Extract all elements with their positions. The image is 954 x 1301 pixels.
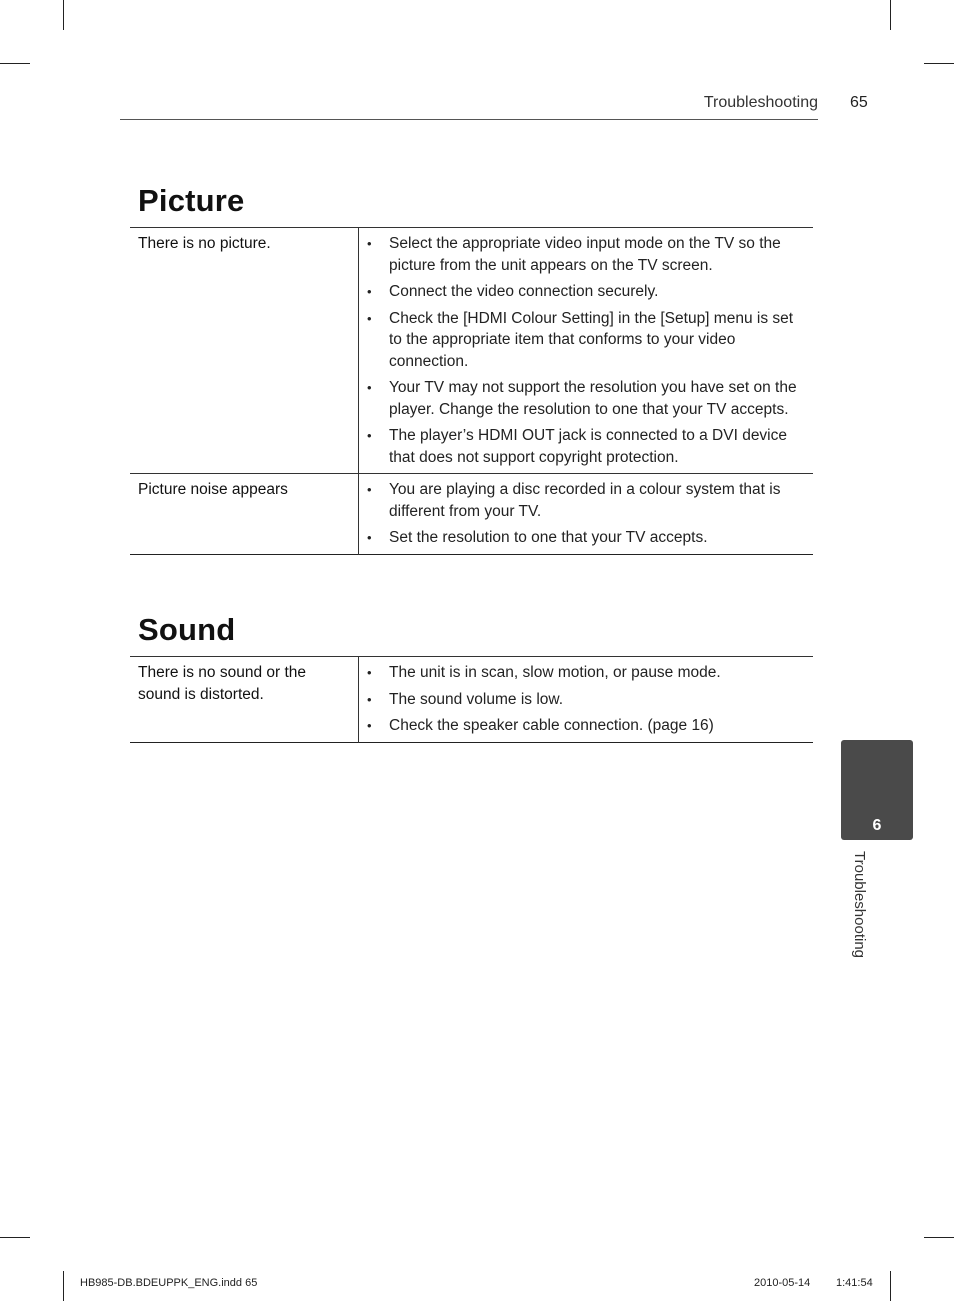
bullet: • xyxy=(367,530,372,545)
list-item xyxy=(367,377,805,420)
solution-text: Set the resolution to one that your TV accepts. xyxy=(389,529,708,546)
problem-cell: There is no picture. xyxy=(130,228,359,474)
chapter-tab xyxy=(841,740,913,840)
page-number: 65 xyxy=(850,94,868,111)
crop-mark xyxy=(0,63,30,64)
bullet: • xyxy=(367,482,372,497)
header-section-title: Troubleshooting xyxy=(703,94,818,111)
slug-date: 2010-05-14 xyxy=(754,1277,811,1289)
solutions-list xyxy=(367,479,805,549)
bullet: • xyxy=(367,691,372,707)
bullet: • xyxy=(367,428,372,443)
running-header xyxy=(120,94,818,120)
sound-heading: Sound xyxy=(138,612,236,647)
list-item xyxy=(367,715,805,737)
list-item xyxy=(367,233,805,276)
solution-text: The sound volume is low. xyxy=(389,690,564,708)
solution-text: You are playing a disc recorded in a colour system that is different from your TV. xyxy=(389,481,781,520)
solutions-list xyxy=(367,662,805,737)
problem-cell: There is no sound or the sound is distorted. xyxy=(130,657,359,743)
slug-filename: HB985-DB.BDEUPPK_ENG.indd 65 xyxy=(80,1277,258,1289)
crop-mark xyxy=(890,1271,891,1301)
list-item xyxy=(367,281,805,303)
solutions-list xyxy=(367,233,805,468)
table-row xyxy=(130,228,813,474)
table-row xyxy=(130,657,813,743)
crop-mark xyxy=(890,0,891,30)
crop-mark xyxy=(924,1237,954,1238)
solution-text: The player’s HDMI OUT jack is connected to a DVI device that does not support copyright protection. xyxy=(389,427,787,466)
solution-text: Check the [HDMI Colour Setting] in the [Setup] menu is set to the appropriate item that conforms to your video connection. xyxy=(389,309,794,370)
solutions-cell xyxy=(359,657,814,743)
crop-mark xyxy=(63,0,64,30)
crop-mark xyxy=(924,63,954,64)
bullet: • xyxy=(367,310,372,326)
list-item xyxy=(367,527,805,549)
chapter-label: Troubleshooting xyxy=(851,851,868,959)
picture-table xyxy=(130,227,813,555)
picture-heading: Picture xyxy=(138,183,245,218)
sound-table xyxy=(130,656,813,743)
solution-text: Select the appropriate video input mode on the TV so the picture from the unit appears on the TV screen. xyxy=(389,235,781,274)
slug-time: 1:41:54 xyxy=(836,1277,873,1289)
solution-text: The unit is in scan, slow motion, or pause mode. xyxy=(389,664,721,681)
list-item xyxy=(367,662,805,684)
table-row xyxy=(130,474,813,555)
crop-mark xyxy=(0,1237,30,1238)
bullet: • xyxy=(367,665,372,680)
bullet: • xyxy=(367,380,372,395)
solution-text: Connect the video connection securely. xyxy=(389,283,659,300)
list-item xyxy=(367,308,805,373)
list-item xyxy=(367,425,805,468)
bullet: • xyxy=(367,284,372,299)
solutions-cell xyxy=(359,474,814,555)
bullet: • xyxy=(367,718,372,733)
chapter-number: 6 xyxy=(872,817,882,834)
solution-text: Check the speaker cable connection. (page 16) xyxy=(389,717,714,734)
solutions-cell xyxy=(359,228,814,474)
solution-text: Your TV may not support the resolution you have set on the player. Change the resolution to one that your TV accepts. xyxy=(389,379,797,418)
problem-cell: Picture noise appears xyxy=(130,474,359,555)
crop-mark xyxy=(63,1271,64,1301)
list-item xyxy=(367,479,805,522)
list-item xyxy=(367,689,805,711)
bullet: • xyxy=(367,236,372,251)
